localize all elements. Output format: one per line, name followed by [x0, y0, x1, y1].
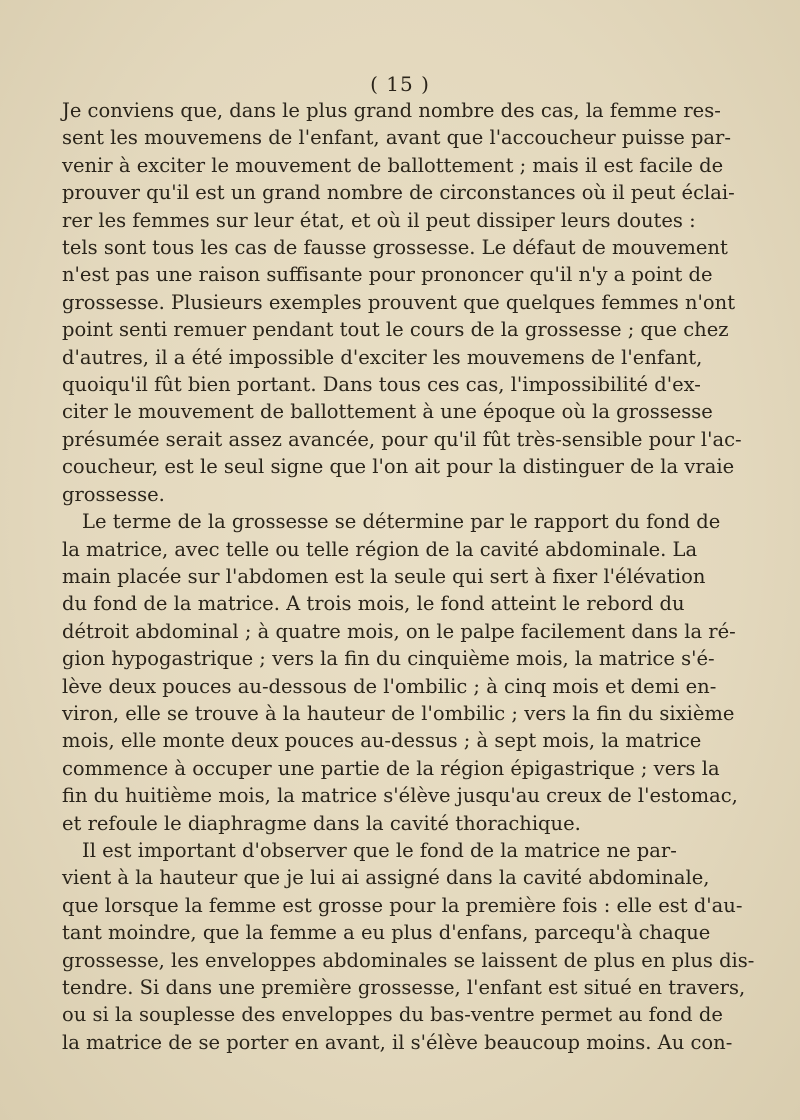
text-line: fin du huitième mois, la matrice s'élève jusqu'au creux de l'estomac,	[62, 784, 738, 808]
text-line: grossesse.	[62, 482, 165, 506]
text-line: présumée serait assez avancée, pour qu'il fût très-sensible pour l'ac-	[62, 427, 742, 451]
text-line: détroit abdominal ; à quatre mois, on le palpe facilement dans la ré-	[62, 619, 736, 643]
text-line: grossesse, les enveloppes abdominales se laissent de plus en plus dis-	[62, 948, 755, 972]
text-line: que lorsque la femme est grosse pour la première fois : elle est d'au-	[62, 893, 743, 917]
text-line: Je conviens que, dans le plus grand nombre des cas, la femme res-	[62, 99, 721, 122]
text-line: ou si la souplesse des enveloppes du bas-ventre permet au fond de	[62, 1003, 723, 1027]
text-line: viron, elle se trouve à la hauteur de l'ombilic ; vers la fin du sixième	[62, 701, 735, 725]
text-line: rer les femmes sur leur état, et où il peut dissiper leurs doutes :	[62, 208, 696, 232]
text-line: sent les mouvemens de l'enfant, avant que l'accoucheur puisse par-	[62, 126, 731, 150]
text-line: tels sont tous les cas de fausse grossesse. Le défaut de mouvement	[62, 236, 728, 260]
text-line: Le terme de la grossesse se détermine par le rapport du fond de	[82, 510, 721, 534]
text-line: prouver qu'il est un grand nombre de circonstances où il peut éclai-	[62, 181, 735, 205]
text-line: quoiqu'il fût bien portant. Dans tous ces cas, l'impossibilité d'ex-	[62, 373, 701, 397]
text-line: main placée sur l'abdomen est la seule qui sert à fixer l'élévation	[62, 564, 706, 588]
page-number: ( 15 )	[370, 72, 430, 96]
text-line: tant moindre, que la femme a eu plus d'enfans, parcequ'à chaque	[62, 921, 711, 945]
text-line: tendre. Si dans une première grossesse, l'enfant est situé en travers,	[62, 976, 746, 999]
text-line: n'est pas une raison suffisante pour prononcer qu'il n'y a point de	[62, 263, 713, 287]
text-line: gion hypogastrique ; vers la fin du cinquième mois, la matrice s'é-	[62, 647, 715, 671]
text-line: et refoule le diaphragme dans la cavité thorachique.	[62, 811, 581, 835]
text-line: grossesse. Plusieurs exemples prouvent que quelques femmes n'ont	[62, 290, 736, 314]
text-line: vient à la hauteur que je lui ai assigné dans la cavité abdominale,	[62, 866, 710, 890]
text-line: point senti remuer pendant tout le cours de la grossesse ; que chez	[62, 318, 729, 342]
text-line: lève deux pouces au-dessous de l'ombilic ; à cinq mois et demi en-	[62, 674, 717, 698]
text-line: mois, elle monte deux pouces au-dessus ; à sept mois, la matrice	[62, 729, 702, 753]
text-line: d'autres, il a été impossible d'exciter les mouvemens de l'enfant,	[62, 345, 703, 369]
text-line: la matrice, avec telle ou telle région de la cavité abdominale. La	[62, 537, 698, 561]
text-line: coucheur, est le seul signe que l'on ait pour la distinguer de la vraie	[62, 455, 735, 479]
text-line: Il est important d'observer que le fond de la matrice ne par-	[82, 838, 677, 862]
body-text	[62, 97, 755, 1056]
text-line: citer le mouvement de ballottement à une époque où la grossesse	[62, 400, 713, 424]
text-line: du fond de la matrice. A trois mois, le fond atteint le rebord du	[62, 592, 685, 616]
text-line: commence à occuper une partie de la région épigastrique ; vers la	[62, 756, 720, 780]
text-line: la matrice de se porter en avant, il s'élève beaucoup moins. Au con-	[62, 1030, 733, 1054]
text-line: venir à exciter le mouvement de ballottement ; mais il est facile de	[62, 153, 724, 177]
